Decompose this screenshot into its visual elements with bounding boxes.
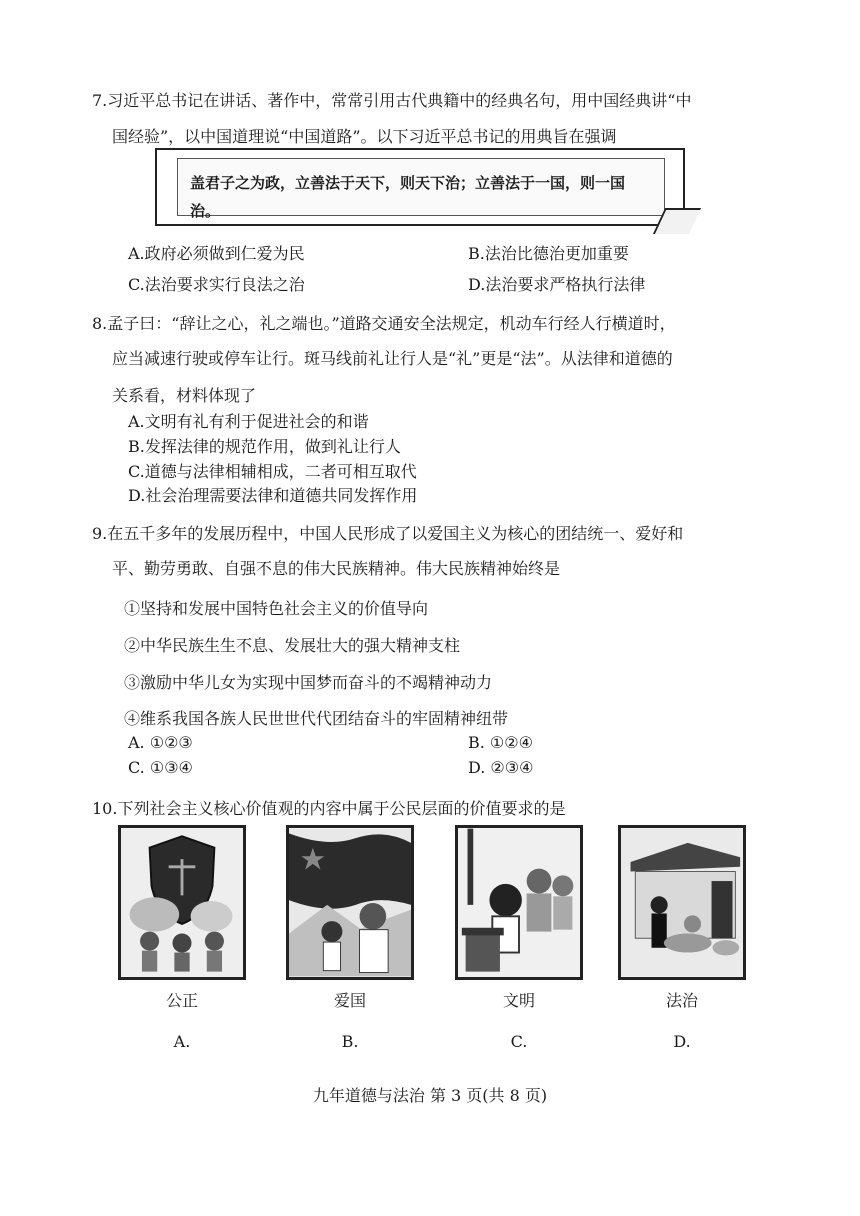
q10-option-d[interactable]: D.: [673, 1032, 691, 1051]
q9-stem-line2: 平、勤劳勇敢、自强不息的伟大民族精神。伟大民族精神始终是: [112, 559, 561, 578]
q10-caption-c: 文明: [502, 991, 535, 1010]
q8-option-d[interactable]: D.社会治理需要法律和道德共同发挥作用: [128, 486, 418, 505]
q9-item-4: ④维系我国各族人民世世代代团结奋斗的牢固精神纽带: [124, 709, 509, 728]
q10-option-a[interactable]: A.: [173, 1032, 191, 1051]
rule-of-law-illustration: [621, 828, 743, 977]
q7-quote-text: 盖君子之为政，立善法于天下，则天下治；立善法于一国，则一国治。: [177, 158, 665, 216]
q9-option-a[interactable]: A. ①②③: [128, 733, 193, 752]
civility-illustration: [458, 828, 580, 977]
q7-quote-box: [155, 148, 685, 226]
q9-option-c[interactable]: C. ①③④: [128, 758, 193, 777]
q10-picture-b-patriotism[interactable]: [286, 825, 414, 980]
q7-stem-line2: 国经验”，以中国道理说“中国道路”。以下习近平总书记的用典旨在强调: [112, 127, 617, 146]
q7-option-c[interactable]: C.法治要求实行良法之治: [128, 275, 305, 294]
q7-stem-line1: 7.习近平总书记在讲话、著作中，常常引用古代典籍中的经典名句，用中国经典讲“中: [92, 91, 692, 110]
q8-option-a[interactable]: A.文明有礼有利于促进社会的和谐: [128, 412, 369, 431]
q8-stem-line3: 关系看，材料体现了: [112, 386, 257, 405]
q9-item-2: ②中华民族生生不息、发展壮大的强大精神支柱: [124, 636, 461, 655]
page-footer: 九年道德与法治 第 3 页(共 8 页): [312, 1086, 548, 1105]
justice-illustration: [121, 828, 243, 977]
q10-stem: 10.下列社会主义核心价值观的内容中属于公民层面的价值要求的是: [92, 799, 566, 818]
q7-option-d[interactable]: D.法治要求严格执行法律: [468, 275, 646, 294]
q9-item-1: ①坚持和发展中国特色社会主义的价值导向: [124, 599, 429, 618]
q9-item-3: ③激励中华儿女为实现中国梦而奋斗的不竭精神动力: [124, 673, 493, 692]
flag-salute-illustration: [289, 828, 411, 977]
q8-stem-line2: 应当减速行驶或停车让行。斑马线前礼让行人是“礼”更是“法”。从法律和道德的: [112, 349, 673, 368]
q10-caption-d: 法治: [665, 991, 698, 1010]
q10-picture-c-civility[interactable]: [455, 825, 583, 980]
q10-option-b[interactable]: B.: [341, 1032, 359, 1051]
q7-option-b[interactable]: B.法治比德治更加重要: [468, 244, 629, 263]
q10-picture-a-justice[interactable]: [118, 825, 246, 980]
q8-stem-line1: 8.孟子曰：“辞让之心，礼之端也。”道路交通安全法规定，机动车行经人行横道时，: [92, 314, 676, 333]
q8-option-b[interactable]: B.发挥法律的规范作用，做到礼让行人: [128, 437, 401, 456]
q10-caption-a: 公正: [165, 991, 198, 1010]
q10-caption-b: 爱国: [333, 991, 366, 1010]
q8-option-c[interactable]: C.道德与法律相辅相成，二者可相互取代: [128, 462, 417, 481]
q7-option-a[interactable]: A.政府必须做到仁爱为民: [128, 244, 305, 263]
q9-option-b[interactable]: B. ①②④: [468, 733, 533, 752]
q10-option-c[interactable]: C.: [510, 1032, 528, 1051]
q9-option-d[interactable]: D. ②③④: [468, 758, 534, 777]
q10-picture-d-rule-of-law[interactable]: [618, 825, 746, 980]
q9-stem-line1: 9.在五千多年的发展历程中，中国人民形成了以爱国主义为核心的团结统一、爱好和: [92, 524, 684, 543]
